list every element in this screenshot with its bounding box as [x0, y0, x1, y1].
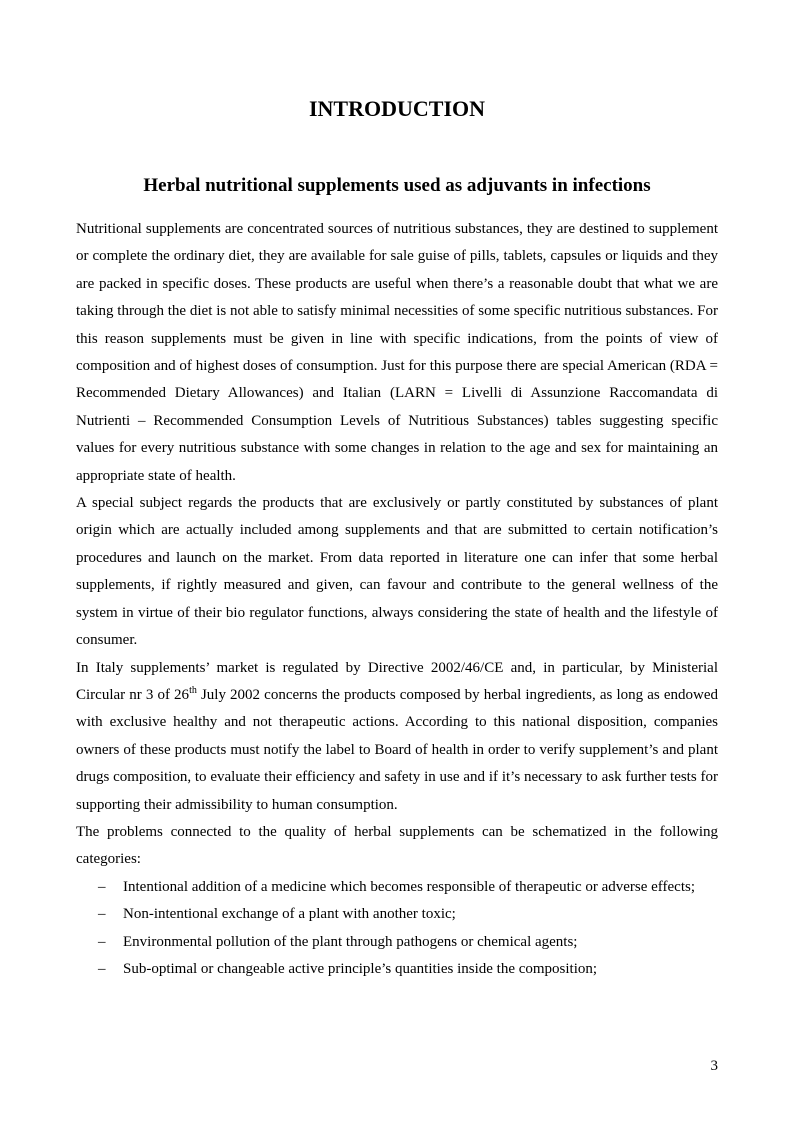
page-title: INTRODUCTION — [308, 96, 486, 121]
problem-list — [76, 874, 718, 984]
paragraph-3-text-end: July 2002 concerns the products composed by herbal ingredients, as long as endowed with exclusive healthy and not therapeutic actions. According to this national disposition, companies owners of these products must notify the label to Board of health in order to verify supplement’s and plant drugs composition, to evaluate their efficiency and safety in use and if it’s necessary to ask further tests for supporting their admissibility to human consumption. — [76, 686, 718, 813]
list-item-text: Intentional addition of a medicine which becomes responsible of therapeutic or adverse effects; — [123, 878, 696, 895]
list-item-text: Non-intentional exchange of a plant with another toxic; — [123, 906, 456, 923]
list-item — [76, 874, 718, 901]
section-title: Herbal nutritional supplements used as adjuvants in infections — [143, 175, 651, 196]
page-number: 3 — [710, 1058, 718, 1074]
dash-bullet: – — [98, 878, 106, 895]
dash-bullet: – — [98, 906, 106, 923]
body-text — [76, 216, 718, 983]
list-item-text: Sub-optimal or changeable active principle’s quantities inside the composition; — [123, 960, 598, 977]
list-intro: The problems connected to the quality of herbal supplements can be schematized in the following categories: — [76, 823, 718, 868]
ordinal-superscript: th — [189, 684, 197, 696]
paragraph-3-text-start: In Italy supplements’ market is regulated by Directive 2002/46/CE and, in particular, by Ministerial Circular nr 3 of 26 — [76, 659, 718, 703]
dash-bullet: – — [98, 960, 106, 977]
paragraph-3 — [76, 655, 718, 819]
list-item — [76, 901, 718, 928]
paragraph-1: Nutritional supplements are concentrated sources of nutritious substances, they are destined to supplement or complete the ordinary diet, they are available for sale guise of pills, tablets, capsules or liquids and they are packed in specific doses. These products are useful when there’s a reasonable doubt that what we are taking through the diet is not able to satisfy minimal necessities of some specific nutritious substances. For this reason supplements must be given in line with specific indications, from the points of view of composition and of highest doses of consumption. Just for this purpose there are special American (RDA = Recommended Dietary Allowances) and Italian (LARN = Livelli di Assunzione Raccomandata di Nutrienti – Recommended Consumption Levels of Nutritious Substances) tables suggesting specific values for every nutritious substance with some changes in relation to the age and sex for maintaining an appropriate state of health. — [76, 221, 718, 484]
list-item-text: Environmental pollution of the plant through pathogens or chemical agents; — [123, 933, 578, 950]
list-item — [76, 956, 718, 983]
dash-bullet: – — [98, 933, 106, 950]
list-item — [76, 929, 718, 956]
paragraph-2: A special subject regards the products that are exclusively or partly constituted by substances of plant origin which are actually included among supplements and that are submitted to certain notification’s procedures and launch on the market. From data reported in literature one can infer that some herbal supplements, if rightly measured and given, can favour and contribute to the general wellness of the system in virtue of their bio regulator functions, always considering the state of health and the lifestyle of consumer. — [76, 495, 718, 649]
